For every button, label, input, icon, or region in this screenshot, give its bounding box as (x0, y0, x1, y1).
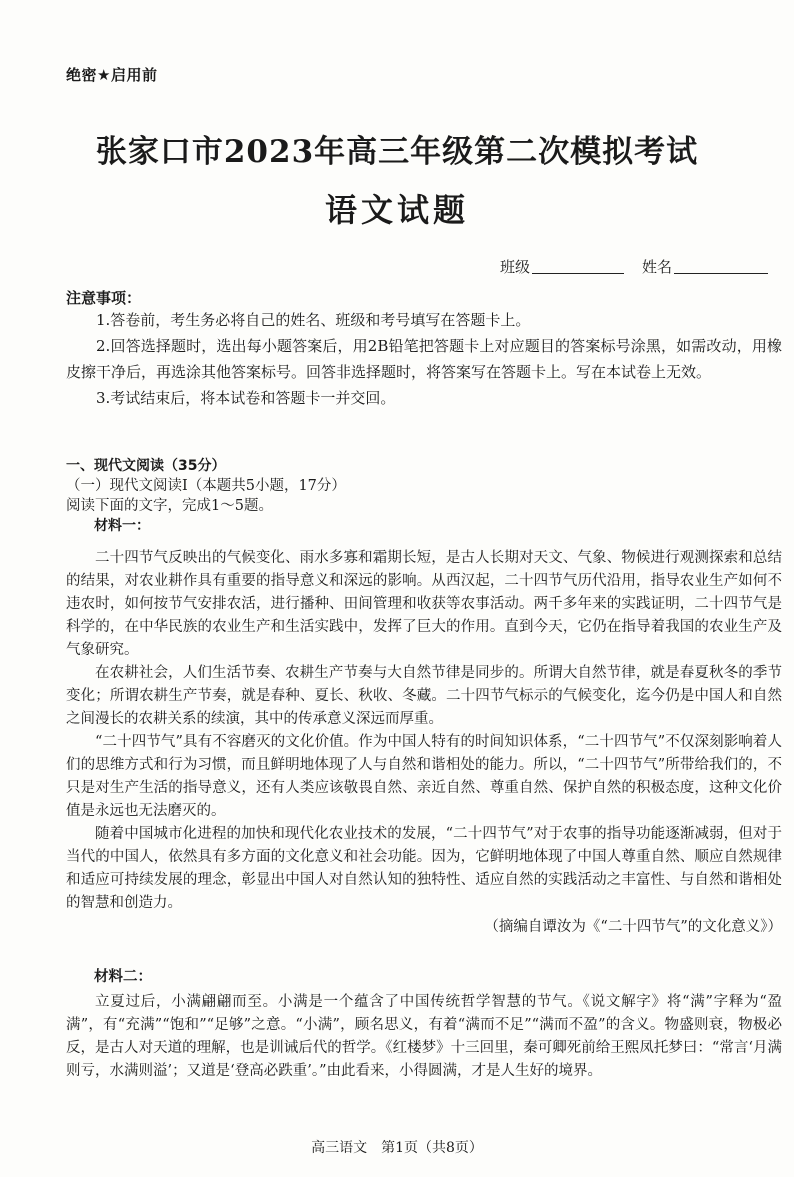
material1-paragraph: “二十四节气”具有不容磨灭的文化价值。作为中国人特有的时间知识体系，“二十四节气”不仅深刻影响着人们的思维方式和行为习惯，而且鲜明地体现了人与自然和谐相处的能力。所以，“二十四节气”所带给我们的，不只是对生产生活的指导意义，还有人类应该敬畏自然、亲近自然、尊重自然、保护自然的积极态度，这种文化价值是永远也无法磨灭的。 (66, 734, 782, 819)
section-heading: 一、现代文阅读（35分） (66, 458, 226, 474)
secret-mark: 绝密★启用前 (66, 66, 158, 84)
material1-body (66, 547, 782, 939)
material1-source: （摘编自谭汝为《“二十四节气”的文化意义》） (484, 919, 782, 935)
material1-paragraph: 在农耕社会，人们生活节奏、农耕生产节奏与大自然节律是同步的。所谓大自然节律，就是春夏秋冬的季节变化；所谓农耕生产节奏，就是春种、夏长、秋收、冬藏。二十四节气标示的气候变化，迄今仍是中国人和自然之间漫长的农耕关系的续演，其中的传承意义深远而厚重。 (66, 665, 782, 727)
material2-label: 材料二： (94, 969, 152, 985)
material2-body (66, 991, 782, 1083)
note-item: 1.答卷前，考生务必将自己的姓名、班级和考号填写在答题卡上。 (96, 311, 531, 329)
notes-list (66, 307, 782, 411)
section-header (66, 456, 782, 536)
class-blank (532, 259, 624, 274)
class-label: 班级 (500, 258, 531, 276)
material1-label: 材料一： (94, 518, 150, 534)
subsection-heading: （一）现代文阅读Ⅰ（本题共5小题，17分） (66, 478, 346, 494)
notes-heading: 注意事项： (66, 289, 142, 307)
material2-paragraph: 立夏过后，小满翩翩而至。小满是一个蕴含了中国传统哲学智慧的节气。《说文解字》将“满”字释为“盈满”，有“充满”“饱和”“足够”之意。“小满”，顾名思义，有着“满而不足”“满而不盈”的含义。物盛则衰，物极必反，是古人对天道的理解，也是训诫后代的哲学。《红楼梦》十三回里，秦可卿死前给王熙凤托梦曰：“常言‘月满则亏，水满则溢’；又道是‘登高必跌重’。”由此看来，小得圆满，才是人生好的境界。 (66, 994, 782, 1079)
note-item: 2.回答选择题时，选出每小题答案后，用2B铅笔把答题卡上对应题目的答案标号涂黑，如需改动，用橡皮擦干净后，再选涂其他答案标号。回答非选择题时，将答案写在答题卡上。写在本试卷上无效。 (66, 337, 782, 381)
material1-paragraph: 随着中国城市化进程的加快和现代化农业技术的发展，“二十四节气”对于农事的指导功能逐渐减弱，但对于当代的中国人，依然具有多方面的文化意义和社会功能。因为，它鲜明地体现了中国人尊重自然、顺应自然规律和适应可持续发展的理念，彰显出中国人对自然认知的独特性、适应自然的实践活动之丰富性、与自然和谐相处的智慧和创造力。 (66, 826, 782, 911)
material1-paragraph: 二十四节气反映出的气候变化、雨水多寡和霜期长短，是古人长期对天文、气象、物候进行观测探索和总结的结果，对农业耕作具有重要的指导意义和深远的影响。从西汉起，二十四节气历代沿用，指导农业生产如何不违农时，如何按节气安排农活，进行播种、田间管理和收获等农事活动。两千多年来的实践证明，二十四节气是科学的，在中华民族的农业生产和生活实践中，发挥了巨大的作用。直到今天，它仍在指导着我国的农业生产及气象研究。 (66, 550, 782, 658)
exam-title: 张家口市2023年高三年级第二次模拟考试 (95, 134, 699, 170)
section-instruction: 阅读下面的文字，完成1～5题。 (66, 498, 273, 514)
subject-title: 语文试题 (324, 191, 469, 229)
name-label: 姓名 (642, 258, 673, 276)
name-blank (674, 259, 768, 274)
page-footer: 高三语文 第1页（共8页） (311, 1140, 483, 1156)
note-item: 3.考试结束后，将本试卷和答题卡一并交回。 (96, 389, 396, 407)
student-info-bar (500, 256, 768, 277)
